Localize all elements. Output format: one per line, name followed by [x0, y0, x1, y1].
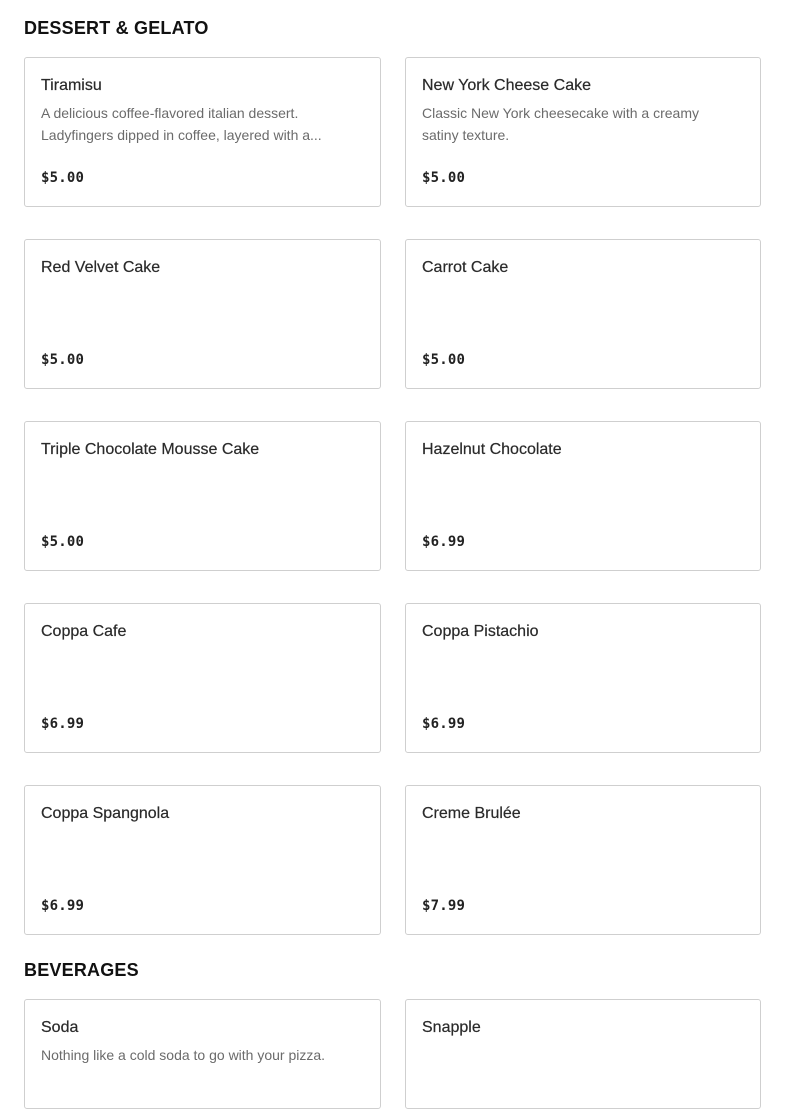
item-name: Triple Chocolate Mousse Cake [41, 441, 260, 458]
item-price: $5.00 [41, 170, 85, 186]
item-price: $7.99 [422, 898, 466, 914]
item-price: $5.00 [422, 352, 466, 368]
item-price: $5.00 [41, 352, 85, 368]
item-price: $6.99 [422, 716, 466, 732]
item-description: Classic New York cheesecake with a creamy satiny texture. [422, 105, 700, 143]
item-price: $5.00 [422, 170, 466, 186]
item-name: Soda [41, 1019, 79, 1036]
item-name: Snapple [422, 1019, 481, 1036]
item-name: Creme Brulée [422, 805, 521, 822]
item-name: Hazelnut Chocolate [422, 441, 562, 458]
menu-item-card[interactable] [405, 239, 761, 389]
item-name: New York Cheese Cake [422, 77, 591, 94]
menu-item-card[interactable] [405, 999, 761, 1109]
menu-item-card[interactable] [24, 421, 381, 571]
menu-item-card[interactable] [24, 239, 381, 389]
item-name: Tiramisu [41, 77, 102, 94]
menu-item-card[interactable] [24, 785, 381, 935]
item-name: Red Velvet Cake [41, 259, 161, 276]
section-title-beverages: BEVERAGES [24, 960, 139, 980]
item-name: Coppa Spangnola [41, 805, 170, 822]
item-price: $6.99 [41, 716, 85, 732]
menu-item-card[interactable] [405, 57, 761, 207]
item-price: $5.00 [41, 534, 85, 550]
item-description: A delicious coffee-flavored italian dessert. Ladyfingers dipped in coffee, layered with a... [41, 105, 322, 143]
menu-item-card[interactable] [24, 603, 381, 753]
menu-item-card[interactable] [405, 603, 761, 753]
item-name: Carrot Cake [422, 259, 509, 276]
menu-item-card[interactable] [24, 57, 381, 207]
item-price: $6.99 [422, 534, 466, 550]
menu-item-card[interactable] [405, 421, 761, 571]
item-name: Coppa Cafe [41, 623, 127, 640]
item-name: Coppa Pistachio [422, 623, 539, 640]
item-price: $6.99 [41, 898, 85, 914]
menu-item-card[interactable] [405, 785, 761, 935]
menu-item-card[interactable] [24, 999, 381, 1109]
section-title-dessert: DESSERT & GELATO [24, 18, 209, 38]
dessert-items-grid [24, 57, 761, 935]
item-description: Nothing like a cold soda to go with your pizza. [41, 1047, 326, 1063]
beverage-items-grid [24, 999, 761, 1109]
